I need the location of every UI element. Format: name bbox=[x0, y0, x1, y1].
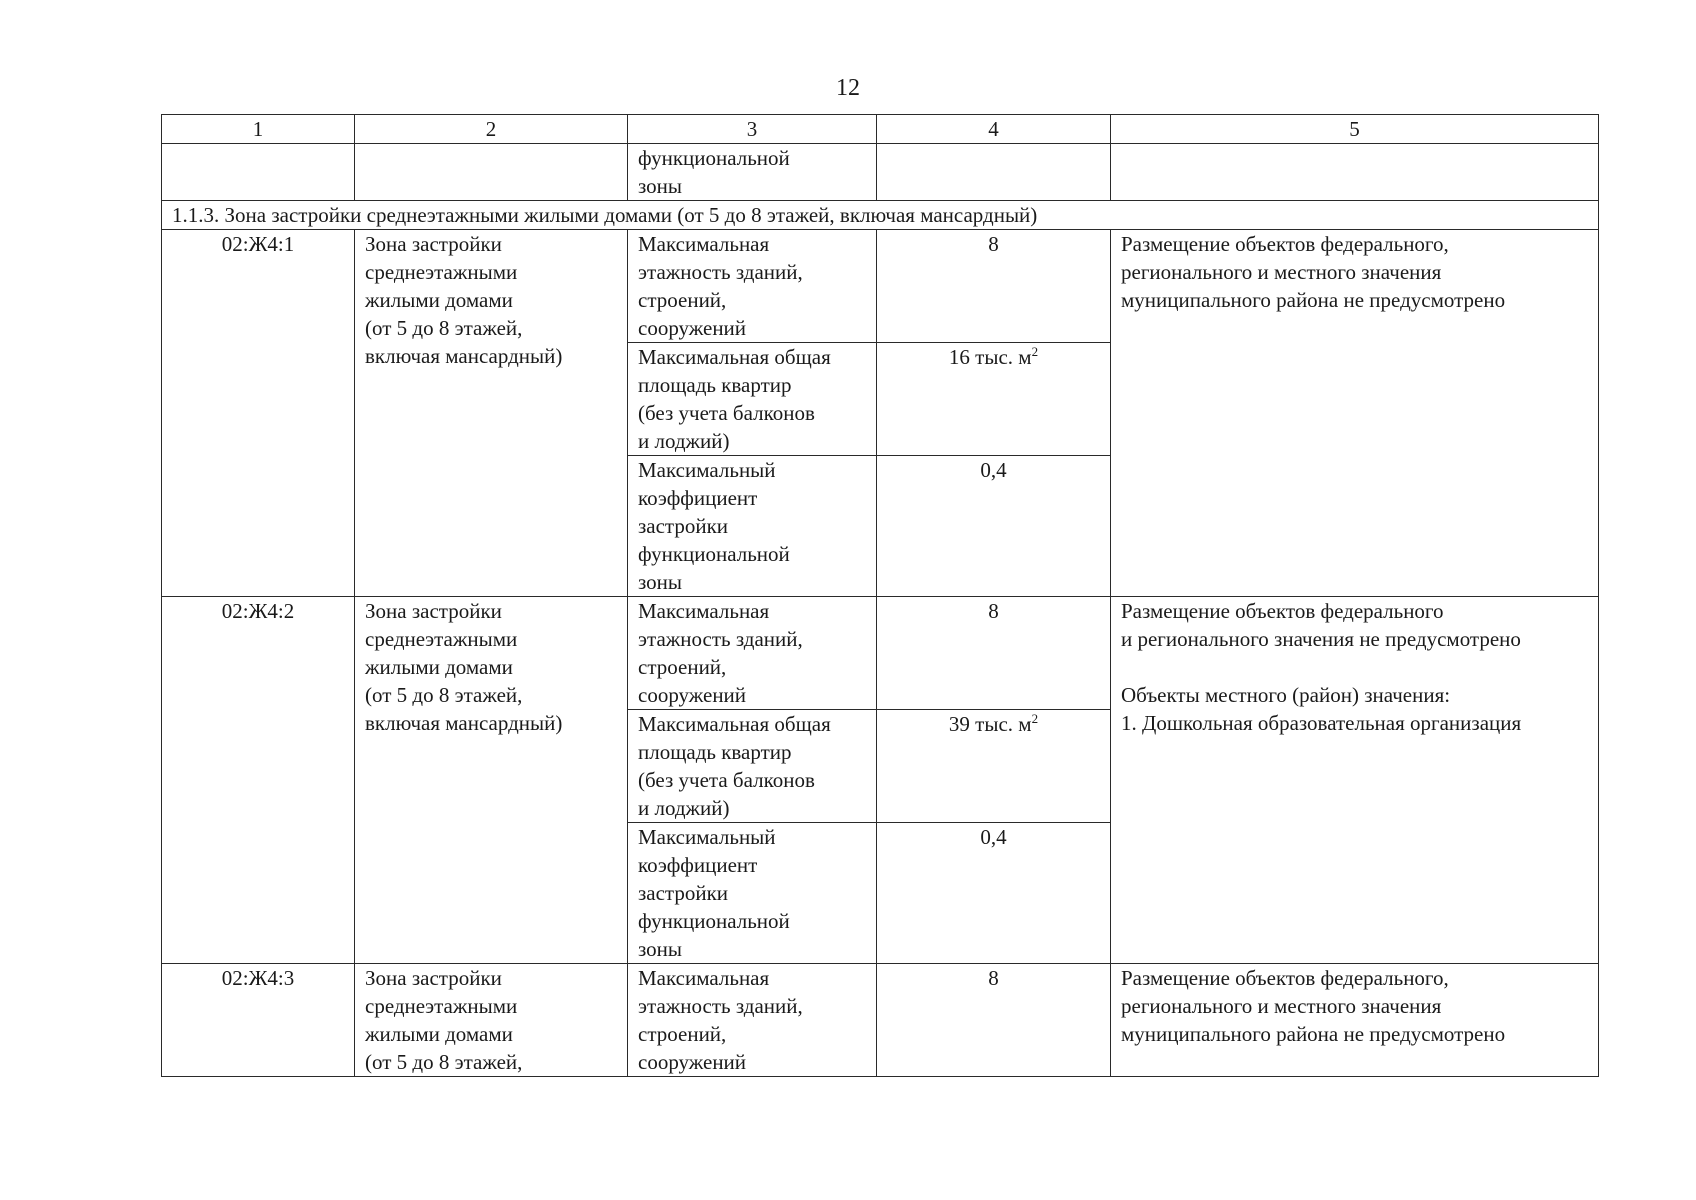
table-row bbox=[162, 597, 1599, 710]
continuation-text: функциональной зоны bbox=[628, 144, 877, 201]
section-row bbox=[162, 201, 1599, 230]
param-label: Максимальная общая площадь квартир (без учета балконов и лоджий) bbox=[628, 710, 877, 823]
table-row bbox=[162, 964, 1599, 1077]
empty-cell bbox=[1111, 144, 1599, 201]
param-value: 0,4 bbox=[877, 456, 1111, 597]
param-label: Максимальная этажность зданий, строений, сооружений bbox=[628, 964, 877, 1077]
column-number: 1 bbox=[162, 115, 355, 144]
zone-code: 02:Ж4:2 bbox=[162, 597, 355, 964]
column-number: 2 bbox=[355, 115, 628, 144]
zone-objects: Размещение объектов федерального, регионального и местного значения муниципального района не предусмотрено bbox=[1111, 964, 1599, 1077]
param-label: Максимальная этажность зданий, строений, сооружений bbox=[628, 597, 877, 710]
param-value: 8 bbox=[877, 964, 1111, 1077]
param-value: 8 bbox=[877, 597, 1111, 710]
empty-cell bbox=[877, 144, 1111, 201]
section-title: 1.1.3. Зона застройки среднеэтажными жилыми домами (от 5 до 8 этажей, включая мансардный) bbox=[162, 201, 1599, 230]
param-value: 39 тыс. $м^2$ bbox=[877, 710, 1111, 823]
param-label: Максимальный коэффициент застройки функциональной зоны bbox=[628, 823, 877, 964]
zone-objects: Размещение объектов федерального, регионального и местного значения муниципального района не предусмотрено bbox=[1111, 230, 1599, 597]
page-number: 12 bbox=[836, 75, 860, 101]
column-number: 4 bbox=[877, 115, 1111, 144]
param-label: Максимальная общая площадь квартир (без учета балконов и лоджий) bbox=[628, 343, 877, 456]
continuation-row bbox=[162, 144, 1599, 201]
param-label: Максимальная этажность зданий, строений, сооружений bbox=[628, 230, 877, 343]
column-number: 3 bbox=[628, 115, 877, 144]
empty-cell bbox=[162, 144, 355, 201]
zone-code: 02:Ж4:1 bbox=[162, 230, 355, 597]
zones-table bbox=[161, 114, 1599, 1077]
table-row bbox=[162, 230, 1599, 343]
empty-cell bbox=[355, 144, 628, 201]
zone-name: Зона застройки среднеэтажными жилыми домами (от 5 до 8 этажей, включая мансардный) bbox=[355, 230, 628, 597]
param-value: 0,4 bbox=[877, 823, 1111, 964]
column-number: 5 bbox=[1111, 115, 1599, 144]
param-value: 16 тыс. $м^2$ bbox=[877, 343, 1111, 456]
param-label: Максимальный коэффициент застройки функциональной зоны bbox=[628, 456, 877, 597]
zone-name: Зона застройки среднеэтажными жилыми домами (от 5 до 8 этажей, bbox=[355, 964, 628, 1077]
zone-name: Зона застройки среднеэтажными жилыми домами (от 5 до 8 этажей, включая мансардный) bbox=[355, 597, 628, 964]
zone-objects: Размещение объектов федерального и регионального значения не предусмотрено Объекты местного (район) значения: 1. Дошкольная образовательная организация bbox=[1111, 597, 1599, 964]
column-number-row bbox=[162, 115, 1599, 144]
zone-code: 02:Ж4:3 bbox=[162, 964, 355, 1077]
param-value: 8 bbox=[877, 230, 1111, 343]
